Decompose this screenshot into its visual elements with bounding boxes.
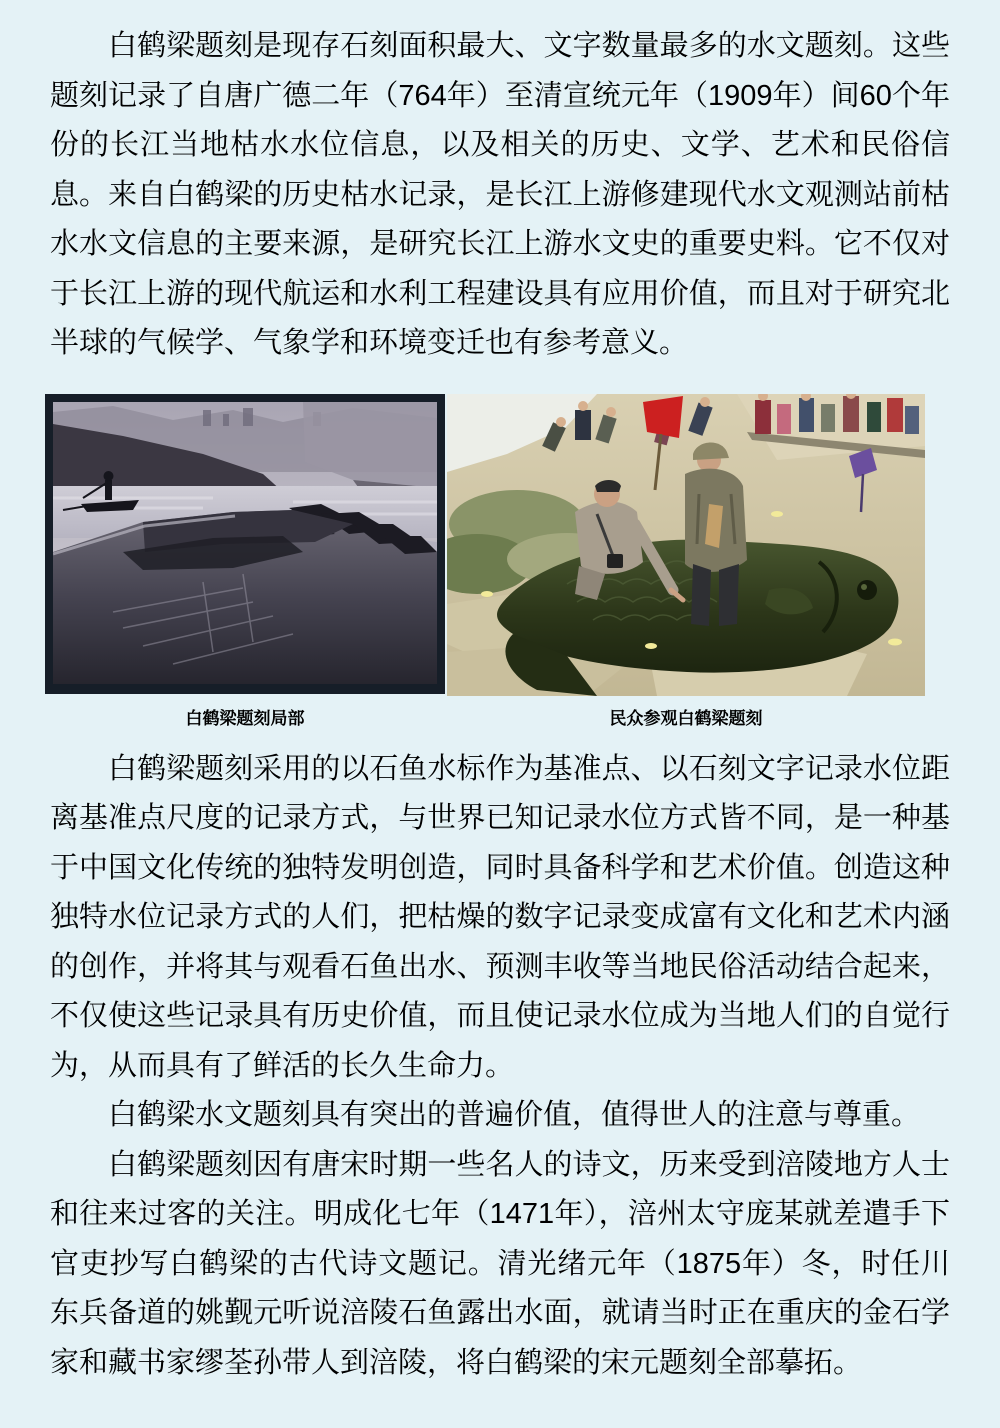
paragraph-intro: 白鹤梁题刻是现存石刻面积最大、文字数量最多的水文题刻。这些题刻记录了自唐广德二年（764年）至清宣统元年（1909年）间60个年份的长江当地枯水水位信息，以及相关的历史、文学、艺术和民俗信息。来自白鹤梁的历史枯水记录，是长江上游修建现代水文观测站前枯水水文信息的主要来源，是研究长江上游水文史的重要史料。它不仅对于长江上游的现代航运和水利工程建设具有应用价值，而且对于研究北半球的气候学、气象学和环境变迁也有参考意义。 <box>50 30 950 359</box>
photo-frame <box>45 394 445 694</box>
paragraph-history: 白鹤梁题刻因有唐宋时期一些名人的诗文，历来受到涪陵地方人士和往来过客的关注。明成化七年（1471年），涪州太守庞某就差遣手下官吏抄写白鹤梁的古代诗文题记。清光绪元年（1875年）冬，时任川东兵备道的姚觐元听说涪陵石鱼露出水面，就请当时正在重庆的金石学家和藏书家缪荃孙带人到涪陵，将白鹤梁的宋元题刻全部摹拓。 <box>50 1148 950 1379</box>
photo-visitors-illustration <box>447 394 925 696</box>
figure-baiheliang-partial <box>45 394 445 729</box>
photo-baiheliang-rock-illustration <box>53 402 437 684</box>
paragraph-universal-value: 白鹤梁水文题刻具有突出的普遍价值，值得世人的注意与尊重。 <box>108 1099 921 1131</box>
paragraph-recording-method: 白鹤梁题刻采用的以石鱼水标作为基准点、以石刻文字记录水位距离基准点尺度的记录方式，与世界已知记录水位方式皆不同，是一种基于中国文化传统的独特发明创造，同时具备科学和艺术价值。创造这种独特水位记录方式的人们，把枯燥的数字记录变成富有文化和艺术内涵的创作，并将其与观看石鱼出水、预测丰收等当地民俗活动结合起来，不仅使这些记录具有历史价值，而且使记录水位成为当地人们的自觉行为，从而具有了鲜活的长久生命力。 <box>50 752 950 1082</box>
figure-row <box>45 394 935 729</box>
figure-visitors <box>447 394 925 729</box>
body-text-lower <box>50 745 950 1389</box>
figure-caption-left: 白鹤梁题刻局部 <box>185 708 305 728</box>
figure-caption-right: 民众参观白鹤梁题刻 <box>609 708 763 728</box>
